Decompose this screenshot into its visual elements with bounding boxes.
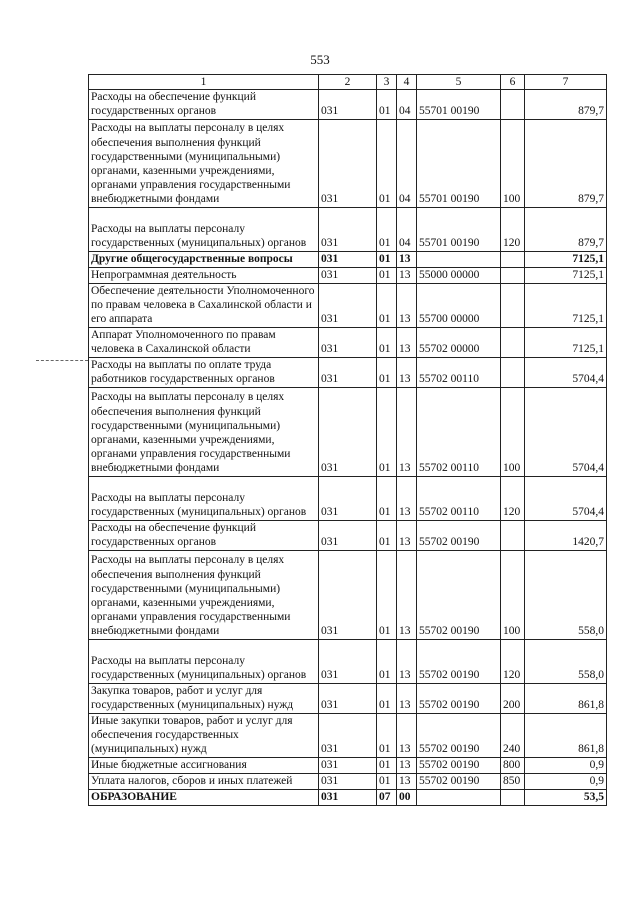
table-cell-c7: 53,5 bbox=[525, 789, 607, 805]
table-row bbox=[89, 757, 607, 773]
table-cell-c4: 13 bbox=[397, 713, 417, 757]
table-cell-c6 bbox=[501, 251, 525, 267]
table-row bbox=[89, 683, 607, 713]
table-cell-c2: 031 bbox=[319, 476, 377, 520]
table-cell-c5: 55700 00000 bbox=[417, 283, 501, 327]
table-cell-c7: 7125,1 bbox=[525, 267, 607, 283]
table-cell-c3: 01 bbox=[377, 90, 397, 119]
table-cell-c4: 04 bbox=[397, 90, 417, 119]
table-cell-c3: 01 bbox=[377, 476, 397, 520]
table-row bbox=[89, 520, 607, 550]
table-cell-c4: 04 bbox=[397, 207, 417, 251]
table-cell-c3: 01 bbox=[377, 683, 397, 713]
table-cell-c1: Расходы на выплаты по оплате труда работников государственных органов bbox=[89, 357, 319, 387]
table-row bbox=[89, 387, 607, 476]
table-cell-c6 bbox=[501, 789, 525, 805]
column-header: 7 bbox=[525, 75, 607, 90]
table-cell-c3: 01 bbox=[377, 267, 397, 283]
table-cell-c5 bbox=[417, 251, 501, 267]
table-cell-c6: 200 bbox=[501, 683, 525, 713]
table-cell-c3: 01 bbox=[377, 251, 397, 267]
table-cell-c6 bbox=[501, 90, 525, 119]
budget-table bbox=[88, 74, 607, 806]
table-row bbox=[89, 550, 607, 639]
table-cell-c2: 031 bbox=[319, 207, 377, 251]
table-cell-c2: 031 bbox=[319, 757, 377, 773]
table-cell-c6: 240 bbox=[501, 713, 525, 757]
table-cell-c3: 01 bbox=[377, 639, 397, 683]
table-cell-c7: 861,8 bbox=[525, 713, 607, 757]
table-row bbox=[89, 251, 607, 267]
table-cell-c1: Непрограммная деятельность bbox=[89, 267, 319, 283]
table-cell-c4: 13 bbox=[397, 757, 417, 773]
table-cell-c5: 55702 00190 bbox=[417, 713, 501, 757]
table-cell-c7: 879,7 bbox=[525, 119, 607, 207]
table-cell-c4: 00 bbox=[397, 789, 417, 805]
table-cell-c7: 7125,1 bbox=[525, 283, 607, 327]
table-cell-c2: 031 bbox=[319, 520, 377, 550]
table-cell-c6 bbox=[501, 357, 525, 387]
table-cell-c4: 13 bbox=[397, 283, 417, 327]
column-header: 3 bbox=[377, 75, 397, 90]
table-row bbox=[89, 90, 607, 119]
table-cell-c5: 55701 00190 bbox=[417, 207, 501, 251]
table-cell-c6: 100 bbox=[501, 550, 525, 639]
table-cell-c2: 031 bbox=[319, 357, 377, 387]
table-cell-c7: 5704,4 bbox=[525, 476, 607, 520]
table-cell-c1: Расходы на выплаты персоналу государственных (муниципальных) органов bbox=[89, 207, 319, 251]
table-cell-c1: Расходы на выплаты персоналу государственных (муниципальных) органов bbox=[89, 476, 319, 520]
table-cell-c1: Расходы на выплаты персоналу в целях обеспечения выполнения функций государственными (муниципальными) органами, казенными учреждениями, органами управления государственными внебюджетными фондами bbox=[89, 550, 319, 639]
table-cell-c2: 031 bbox=[319, 283, 377, 327]
table-cell-c7: 879,7 bbox=[525, 207, 607, 251]
table-cell-c4: 13 bbox=[397, 251, 417, 267]
column-header: 2 bbox=[319, 75, 377, 90]
table-cell-c2: 031 bbox=[319, 327, 377, 357]
table-row bbox=[89, 327, 607, 357]
table-cell-c6: 120 bbox=[501, 639, 525, 683]
table-cell-c2: 031 bbox=[319, 773, 377, 789]
table-cell-c1: Иные бюджетные ассигнования bbox=[89, 757, 319, 773]
table-cell-c5 bbox=[417, 789, 501, 805]
table-cell-c5: 55702 00190 bbox=[417, 773, 501, 789]
table-cell-c2: 031 bbox=[319, 713, 377, 757]
table-cell-c3: 01 bbox=[377, 550, 397, 639]
table-cell-c3: 01 bbox=[377, 119, 397, 207]
table-cell-c7: 0,9 bbox=[525, 773, 607, 789]
table-cell-c5: 55702 00110 bbox=[417, 357, 501, 387]
table-cell-c4: 13 bbox=[397, 639, 417, 683]
table-row bbox=[89, 357, 607, 387]
column-header: 4 bbox=[397, 75, 417, 90]
table-cell-c4: 13 bbox=[397, 387, 417, 476]
table-cell-c1: Расходы на обеспечение функций государственных органов bbox=[89, 520, 319, 550]
scan-artifact bbox=[36, 360, 88, 365]
table-cell-c5: 55702 00190 bbox=[417, 550, 501, 639]
table-cell-c2: 031 bbox=[319, 683, 377, 713]
table-cell-c7: 558,0 bbox=[525, 639, 607, 683]
table-cell-c2: 031 bbox=[319, 387, 377, 476]
table-cell-c3: 07 bbox=[377, 789, 397, 805]
table-cell-c5: 55702 00190 bbox=[417, 683, 501, 713]
table-cell-c7: 5704,4 bbox=[525, 357, 607, 387]
table-cell-c3: 01 bbox=[377, 713, 397, 757]
table-cell-c7: 558,0 bbox=[525, 550, 607, 639]
table-cell-c5: 55702 00190 bbox=[417, 757, 501, 773]
table-row bbox=[89, 283, 607, 327]
table-cell-c6 bbox=[501, 327, 525, 357]
table-row bbox=[89, 267, 607, 283]
table-cell-c2: 031 bbox=[319, 639, 377, 683]
table-cell-c6: 100 bbox=[501, 387, 525, 476]
table-cell-c5: 55702 00190 bbox=[417, 520, 501, 550]
table-cell-c4: 13 bbox=[397, 267, 417, 283]
table-cell-c1: Расходы на выплаты персоналу в целях обеспечения выполнения функций государственными (муниципальными) органами, казенными учреждениями, органами управления государственными внебюджетными фондами bbox=[89, 119, 319, 207]
table-cell-c6: 120 bbox=[501, 207, 525, 251]
column-header: 1 bbox=[89, 75, 319, 90]
table-row bbox=[89, 713, 607, 757]
table-cell-c3: 01 bbox=[377, 520, 397, 550]
table-cell-c4: 13 bbox=[397, 683, 417, 713]
table-cell-c1: Расходы на выплаты персоналу государственных (муниципальных) органов bbox=[89, 639, 319, 683]
header-row bbox=[89, 75, 607, 90]
column-header: 5 bbox=[417, 75, 501, 90]
table-row bbox=[89, 119, 607, 207]
table-cell-c1: Закупка товаров, работ и услуг для государственных (муниципальных) нужд bbox=[89, 683, 319, 713]
table-cell-c6 bbox=[501, 267, 525, 283]
table-cell-c7: 879,7 bbox=[525, 90, 607, 119]
table-cell-c6: 800 bbox=[501, 757, 525, 773]
table-cell-c6: 100 bbox=[501, 119, 525, 207]
table-cell-c1: Иные закупки товаров, работ и услуг для обеспечения государственных (муниципальных) нужд bbox=[89, 713, 319, 757]
table-cell-c2: 031 bbox=[319, 789, 377, 805]
table-row bbox=[89, 789, 607, 805]
table-cell-c1: Обеспечение деятельности Уполномоченного по правам человека в Сахалинской области и его аппарата bbox=[89, 283, 319, 327]
table-cell-c7: 5704,4 bbox=[525, 387, 607, 476]
table-cell-c5: 55702 00000 bbox=[417, 327, 501, 357]
table-cell-c2: 031 bbox=[319, 90, 377, 119]
table-cell-c4: 04 bbox=[397, 119, 417, 207]
table-cell-c3: 01 bbox=[377, 327, 397, 357]
table-cell-c6: 850 bbox=[501, 773, 525, 789]
table-cell-c4: 13 bbox=[397, 773, 417, 789]
table-cell-c1: ОБРАЗОВАНИЕ bbox=[89, 789, 319, 805]
table-cell-c1: Расходы на обеспечение функций государственных органов bbox=[89, 90, 319, 119]
table-cell-c7: 1420,7 bbox=[525, 520, 607, 550]
table-cell-c3: 01 bbox=[377, 387, 397, 476]
column-header: 6 bbox=[501, 75, 525, 90]
table-cell-c6: 120 bbox=[501, 476, 525, 520]
table-cell-c1: Аппарат Уполномоченного по правам человека в Сахалинской области bbox=[89, 327, 319, 357]
table-cell-c3: 01 bbox=[377, 773, 397, 789]
table-cell-c1: Уплата налогов, сборов и иных платежей bbox=[89, 773, 319, 789]
table-cell-c3: 01 bbox=[377, 357, 397, 387]
table-cell-c4: 13 bbox=[397, 550, 417, 639]
table-cell-c5: 55701 00190 bbox=[417, 90, 501, 119]
table-cell-c5: 55701 00190 bbox=[417, 119, 501, 207]
table-cell-c4: 13 bbox=[397, 327, 417, 357]
table-row bbox=[89, 476, 607, 520]
table-cell-c7: 7125,1 bbox=[525, 251, 607, 267]
table-cell-c2: 031 bbox=[319, 119, 377, 207]
page-number: 553 bbox=[310, 52, 330, 67]
table-cell-c3: 01 bbox=[377, 283, 397, 327]
table-cell-c2: 031 bbox=[319, 251, 377, 267]
table-cell-c7: 0,9 bbox=[525, 757, 607, 773]
table-cell-c5: 55000 00000 bbox=[417, 267, 501, 283]
table-cell-c6 bbox=[501, 520, 525, 550]
table-row bbox=[89, 639, 607, 683]
table-cell-c5: 55702 00190 bbox=[417, 639, 501, 683]
table-cell-c1: Расходы на выплаты персоналу в целях обеспечения выполнения функций государственными (муниципальными) органами, казенными учреждениями, органами управления государственными внебюджетными фондами bbox=[89, 387, 319, 476]
table-cell-c2: 031 bbox=[319, 267, 377, 283]
table-cell-c1: Другие общегосударственные вопросы bbox=[89, 251, 319, 267]
table-cell-c3: 01 bbox=[377, 207, 397, 251]
table-cell-c4: 13 bbox=[397, 476, 417, 520]
table-row bbox=[89, 207, 607, 251]
table-cell-c7: 861,8 bbox=[525, 683, 607, 713]
table-cell-c2: 031 bbox=[319, 550, 377, 639]
table-cell-c4: 13 bbox=[397, 357, 417, 387]
table-row bbox=[89, 773, 607, 789]
table-cell-c5: 55702 00110 bbox=[417, 387, 501, 476]
table-cell-c3: 01 bbox=[377, 757, 397, 773]
table-cell-c6 bbox=[501, 283, 525, 327]
table-cell-c4: 13 bbox=[397, 520, 417, 550]
table-cell-c5: 55702 00110 bbox=[417, 476, 501, 520]
table-cell-c7: 7125,1 bbox=[525, 327, 607, 357]
